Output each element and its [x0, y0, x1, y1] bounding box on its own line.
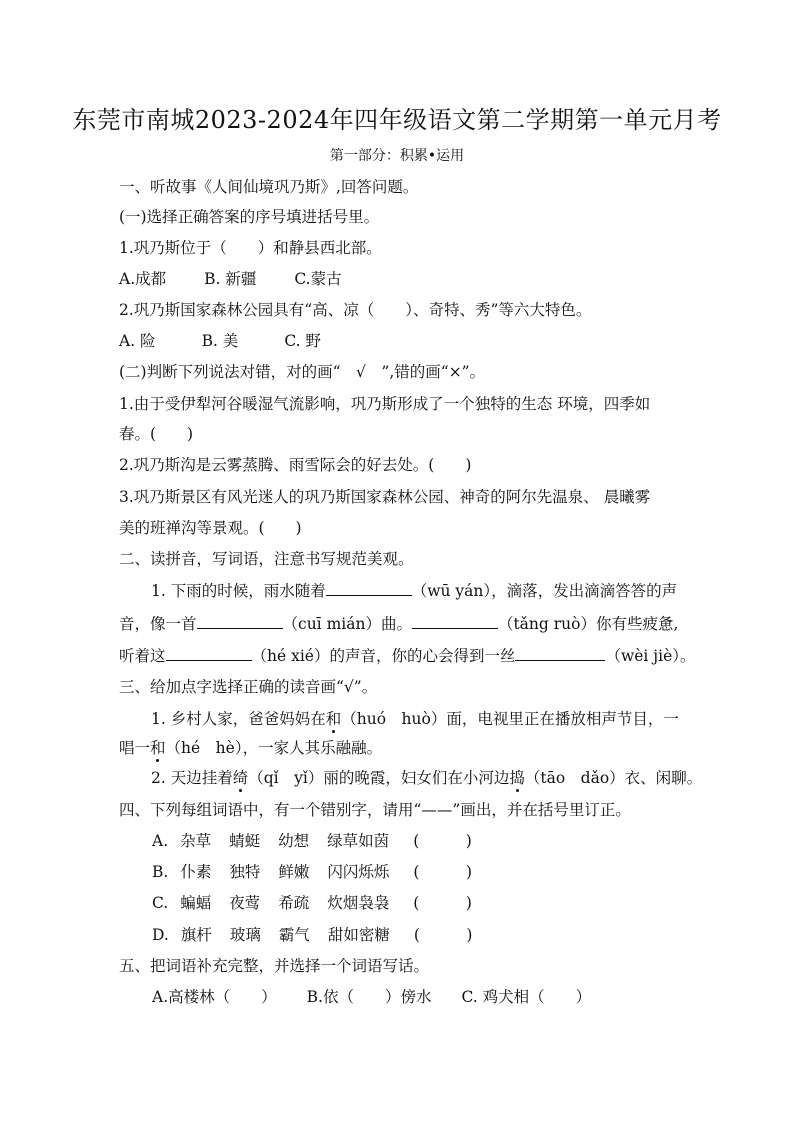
answer-blank[interactable] [197, 613, 283, 629]
answer-paren[interactable]: ( ) [413, 926, 473, 944]
option-a: A.成都 [119, 270, 167, 288]
word-row: B. 仆素 独特 鲜嫩 闪闪烁烁 ( ) [152, 863, 472, 881]
question-1-options [119, 268, 342, 290]
answer-paren[interactable]: ( ) [413, 863, 472, 881]
word-row: C. 蝙蝠 夜莺 希疏 炊烟袅袅 ( ) [152, 894, 472, 912]
question-1: 1.巩乃斯位于（ ）和静县西北部。 [119, 239, 382, 257]
judge-2: 2.巩乃斯沟是云雾蒸腾、雨雪际会的好去处。( ) [119, 456, 472, 474]
reading-line-3: 2. 天边挂着绮（qǐ yǐ）丽的晚霞，妇女们在小河边捣（tāo dǎo）衣、闲聊。 [151, 769, 703, 787]
judge-3-line1: 3.巩乃斯景区有风光迷人的巩乃斯国家森林公园、神奇的阿尔先温泉、 晨曦雾 [119, 488, 651, 506]
dotted-char: 和 [325, 710, 342, 728]
dotted-char: 绮 [232, 769, 249, 787]
judge-1-line1: 1.由于受伊犁河谷暖湿气流影响，巩乃斯形成了一个独特的生态 环境，四季如 [119, 395, 651, 413]
reading-line-1: 1. 乡村人家，爸爸妈妈在和（huó huò）面，电视里正在播放相声节目，一 [151, 710, 679, 728]
option-c: C.蒙古 [294, 270, 342, 288]
pinyin-line-1: 1. 下雨的时候，雨水随着 （wū yán），滴落，发出滴滴答答的声 [151, 582, 678, 600]
question-2: 2.巩乃斯国家森林公园具有“高、凉（ ）、奇特、秀”等六大特色。 [119, 301, 592, 319]
answer-paren[interactable]: ( ) [413, 894, 472, 912]
answer-blank[interactable] [166, 645, 252, 661]
word-row: A. 杂草 蜻蜓 幼想 绿草如茵 ( ) [152, 832, 472, 850]
section1-heading: 一、听故事《人间仙境巩乃斯》,回答问题。 [119, 178, 419, 196]
page-title: 东莞市南城2023-2024年四年级语文第二学期第一单元月考 [72, 106, 722, 134]
page-subtitle: 第一部分：积累•运用 [329, 148, 465, 164]
idiom-a: A.高楼林（ ） [152, 988, 277, 1006]
pinyin-line-3: 听着这 （hé xié）的声音，你的心会得到一丝 （wèi jiè）。 [119, 647, 696, 665]
idiom-row [152, 986, 591, 1008]
question-2-options [119, 330, 321, 352]
option-a: A. 险 [119, 332, 156, 350]
section1-part1-heading: (一)选择正确答案的序号填进括号里。 [119, 208, 380, 226]
answer-blank[interactable] [412, 613, 498, 629]
answer-blank[interactable] [326, 580, 412, 596]
answer-paren[interactable]: ( ) [413, 832, 472, 850]
judge-1-line2: 春。( ) [119, 425, 194, 443]
section3-heading: 三、给加点字选择正确的读音画“√”。 [119, 678, 378, 696]
option-b: B. 美 [201, 332, 239, 350]
answer-blank[interactable] [515, 645, 605, 661]
section4-heading: 四、下列每组词语中，有一个错别字，请用“——”画出，并在括号里订正。 [119, 801, 631, 819]
option-c: C. 野 [284, 332, 321, 350]
idiom-b: B.依（ ）傍水 [306, 988, 432, 1006]
idiom-c: C. 鸡犬相（ ） [461, 988, 592, 1006]
dotted-char: 捣 [509, 769, 525, 787]
judge-3-line2: 美的班禅沟等景观。( ) [119, 519, 302, 537]
word-row: D. 旗杆 玻璃 霸气 甜如密糖 ( ) [152, 926, 473, 944]
reading-line-2: 唱一和（hé hè），一家人其乐融融。 [119, 739, 383, 757]
pinyin-line-2: 音，像一首 （cuī mián）曲。 （tǎng ruò）你有些疲惫, [119, 615, 679, 633]
option-b: B. 新疆 [204, 270, 257, 288]
section2-heading: 二、读拼音，写词语，注意书写规范美观。 [119, 550, 414, 568]
section1-part2-heading: (二)判断下列说法对错，对的画“ √ ”,错的画“×”。 [119, 363, 486, 381]
section5-heading: 五、把词语补充完整，并选择一个词语写话。 [119, 957, 430, 975]
dotted-char: 和 [150, 739, 166, 757]
